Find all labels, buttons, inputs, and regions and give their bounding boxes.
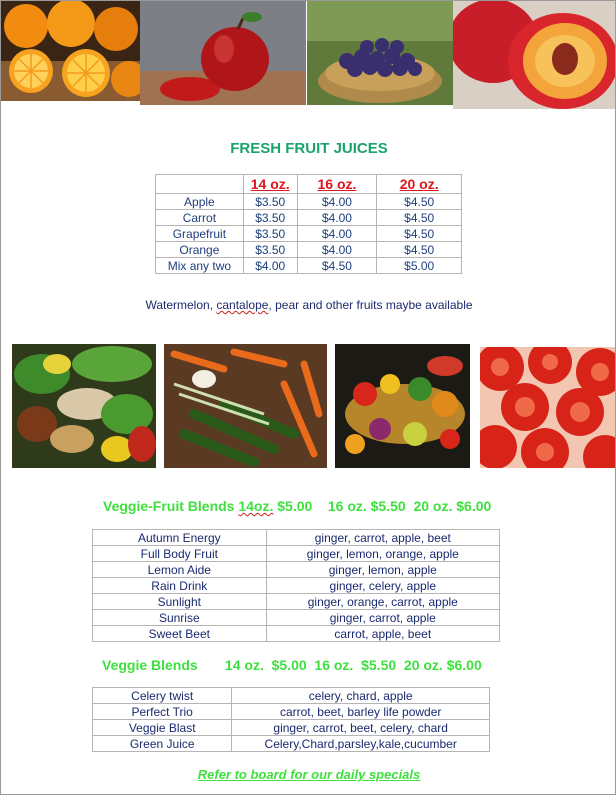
price: $3.50	[243, 226, 297, 242]
blend-name: Perfect Trio	[93, 704, 232, 720]
table-row	[93, 626, 500, 642]
price: $4.00	[243, 258, 297, 274]
veggie-table	[92, 687, 490, 752]
vegetable-assortment-photo	[12, 344, 156, 468]
table-row	[156, 242, 462, 258]
price: $4.00	[297, 226, 377, 242]
blend-ingredients: ginger, carrot, beet, celery, chard	[232, 720, 490, 736]
price: $4.50	[377, 242, 462, 258]
price: $3.50	[243, 210, 297, 226]
blend-ingredients: carrot, apple, beet	[266, 626, 499, 642]
price: $4.50	[377, 226, 462, 242]
juice-name: Mix any two	[156, 258, 244, 274]
juice-name: Orange	[156, 242, 244, 258]
blend-ingredients: carrot, beet, barley life powder	[232, 704, 490, 720]
price: $4.50	[377, 194, 462, 210]
note-misspelled-word: cantalope	[216, 298, 269, 312]
veggie-fruit-heading-start: Veggie-Fruit Blends	[103, 498, 239, 514]
juice-name: Grapefruit	[156, 226, 244, 242]
page-title: FRESH FRUIT JUICES	[230, 140, 388, 157]
blend-ingredients: ginger, carrot, apple	[266, 610, 499, 626]
blend-name: Lemon Aide	[93, 562, 267, 578]
blend-name: Rain Drink	[93, 578, 267, 594]
table-row	[156, 210, 462, 226]
blend-name: Autumn Energy	[93, 530, 267, 546]
blend-name: Green Juice	[93, 736, 232, 752]
blend-ingredients: celery, chard, apple	[232, 688, 490, 704]
veggie-fruit-table	[92, 529, 500, 642]
price: $3.50	[243, 194, 297, 210]
table-row	[93, 578, 500, 594]
price: $4.50	[297, 258, 377, 274]
table-row	[93, 720, 490, 736]
juice-name: Apple	[156, 194, 244, 210]
table-row	[93, 562, 500, 578]
blend-name: Sunrise	[93, 610, 267, 626]
cucumbers-carrots-photo	[164, 344, 327, 468]
veggie-heading: Veggie Blends 14 oz. $5.00 16 oz. $5.50 20 oz. $6.00	[102, 657, 482, 673]
price: $4.00	[297, 242, 377, 258]
header-16oz: 16 oz.	[297, 175, 377, 194]
availability-note	[1, 298, 616, 312]
blend-ingredients: ginger, orange, carrot, apple	[266, 594, 499, 610]
header-blank	[156, 175, 244, 194]
table-row	[93, 688, 490, 704]
table-row	[156, 258, 462, 274]
blend-ingredients: Celery,Chard,parsley,kale,cucumber	[232, 736, 490, 752]
table-row	[93, 610, 500, 626]
header-14oz: 14 oz.	[243, 175, 297, 194]
veggie-fruit-heading-prices: $5.00 16 oz. $5.50 20 oz. $6.00	[273, 498, 492, 514]
price: $4.00	[297, 210, 377, 226]
note-text-end: , pear and other fruits maybe available	[268, 298, 473, 312]
table-row	[93, 546, 500, 562]
blend-name: Sunlight	[93, 594, 267, 610]
blend-ingredients: ginger, lemon, apple	[266, 562, 499, 578]
blend-name: Celery twist	[93, 688, 232, 704]
blend-ingredients: ginger, lemon, orange, apple	[266, 546, 499, 562]
blend-name: Full Body Fruit	[93, 546, 267, 562]
juice-name: Carrot	[156, 210, 244, 226]
price: $4.50	[377, 210, 462, 226]
veggie-fruit-heading	[103, 498, 491, 514]
veggie-fruit-heading-14oz: 14oz.	[238, 498, 274, 514]
table-header-row	[156, 175, 462, 194]
price: $3.50	[243, 242, 297, 258]
apple-photo	[140, 1, 306, 105]
oranges-photo	[1, 1, 140, 101]
blend-ingredients: ginger, celery, apple	[266, 578, 499, 594]
price: $5.00	[377, 258, 462, 274]
price: $4.00	[297, 194, 377, 210]
tomato-slices-photo	[480, 347, 615, 468]
note-text-start: Watermelon,	[145, 298, 217, 312]
blend-name: Sweet Beet	[93, 626, 267, 642]
daily-specials-note: Refer to board for our daily specials	[197, 767, 421, 782]
grapes-basket-photo	[307, 1, 453, 105]
table-row	[93, 530, 500, 546]
fruit-cornucopia-photo	[335, 344, 470, 468]
peach-photo	[453, 1, 616, 109]
table-row	[156, 226, 462, 242]
blend-ingredients: ginger, carrot, apple, beet	[266, 530, 499, 546]
blend-name: Veggie Blast	[93, 720, 232, 736]
table-row	[93, 736, 490, 752]
table-row	[93, 594, 500, 610]
juice-price-table	[155, 174, 462, 274]
table-row	[156, 194, 462, 210]
header-20oz: 20 oz.	[377, 175, 462, 194]
table-row	[93, 704, 490, 720]
